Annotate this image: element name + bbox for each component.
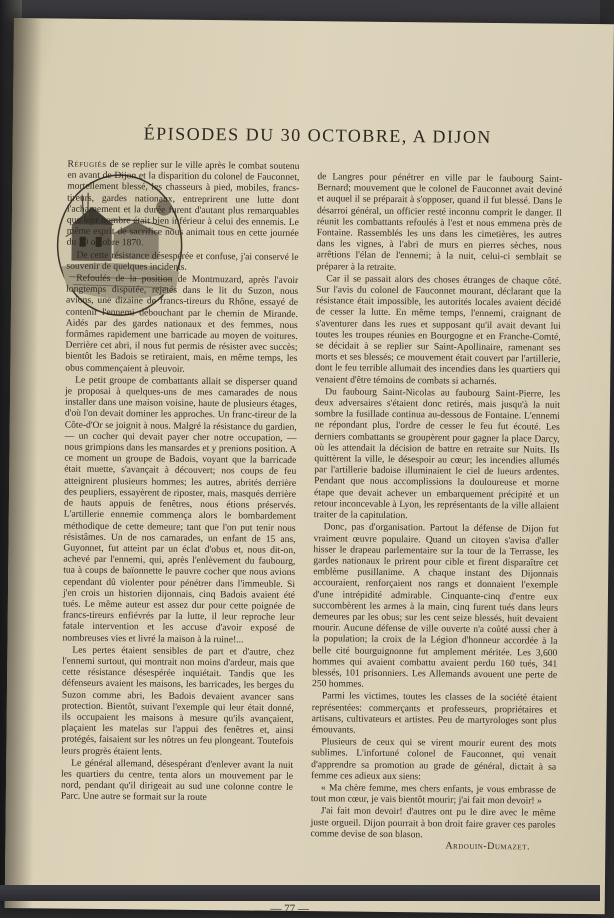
paragraph: Les pertes étaient sensibles de part et d'autre, chez l'ennemi surtout, qui montrait non moins d'ardeur, mais que cette résistance désespérée inquiétait. Tandis que les défenseurs avaient les maisons, les barricades, les berges du Suzon comme abri, les Badois devaient avancer sans protection. Bientôt, suivant l'exemple qui leur était donné, ils occupaient les maisons à mesure qu'ils avançaient, plaçaient les matelas sur l'appui des fenêtres et, ainsi protégés, faisaient sur les nôtres un feu plongeant. Toutefois leurs progrès étaient lents. bbox=[61, 644, 295, 758]
page-title: ÉPISODES DU 30 OCTOBRE, A DIJON bbox=[143, 123, 492, 148]
author-signature: Ardouin-Dumazet. bbox=[445, 840, 531, 853]
book-page bbox=[5, 18, 614, 914]
left-column bbox=[61, 159, 300, 806]
paragraph: Plusieurs de ceux qui se virent mourir eurent des mots sublimes. L'infortuné colonel de Fauconnet, qui venait d'apprendre sa promotion au grade de général, dictait à sa femme ces adieux aux siens: bbox=[311, 736, 557, 783]
paragraph: Donc, pas d'organisation. Partout la défense de Dijon fut vraiment œuvre populaire. Quand un citoyen s'avisa d'aller hisser le drapeau parlementaire sur la tour de la Terrasse, les gardes nationaux le prirent pour cible et firent disparaître cet emblème pusillanime. A chaque instant des Dijonnais accouraient, renforçaient nos rangs et donnaient l'exemple d'une intrépidité admirable. Cinquante-cinq d'entre eux succombèrent les armes à la main, cinq furent tués dans leurs demeures par les obus; sur les cent seize blessés, huit devaient mourir. Aucune défense de ville ouverte n'a coûté aussi cher à la population; la croix de la Légion d'honneur accordée à la belle cité bourguignonne fut amplement méritée. Les 3,600 hommes qui avaient combattu avaient perdu 160 tués, 341 blessés, 101 prisonniers. Les Allemands avouent une perte de 250 hommes. bbox=[311, 521, 559, 690]
paragraph: Du faubourg Saint-Nicolas au faubourg Saint-Pierre, les deux adversaires s'étaient donc retirés, mais jusqu'à la nuit sombre la fusillade continua au-dessous de Fontaine. L'ennemi ne répondant plus, l'ordre de cesser le feu fut écouté. Les derniers combattants se groupèrent pour gagner la place Darcy, où les attendait la décision de battre en retraite sur Nuits. Ils quittèrent la ville, le désespoir au cœur; les incendies allumés par l'artillerie badoise illuminaient le ciel de lueurs ardentes. Pendant que nous accomplissions la douloureuse et morne étape que devait achever un embarquement précipité et un retour inconcevable à Lyon, les représentants de la ville allaient traiter de la capitulation. bbox=[313, 386, 561, 522]
right-column bbox=[310, 171, 562, 843]
opening-word: Réfugiés bbox=[67, 158, 107, 170]
paragraph: de Langres pour pénétrer en ville par le faubourg Saint-Bernard; mouvement que le colonel de Fauconnet avait deviné et auquel il se préparait à s'opposer, quand il fut blessé. Dans le désarroi général, un officier resté inconnu comprit le danger. Il réunit les combattants refoulés à l'est et nous emmena près de Fontaine. Rassemblés les uns dans les cimetières, les autres dans les vignes, à l'abri de murs en pierres sèches, nous arrêtions l'élan de l'ennemi; à la nuit, celui-ci semblait se préparer à la retraite. bbox=[316, 171, 563, 273]
quotation: « Ma chère femme, mes chers enfants, je vous embrasse de tout mon cœur, je vais bientôt mourir; j'ai fait mon devoir! » bbox=[310, 782, 557, 807]
paragraph-text: de se replier sur le ville après le combat soutenu en avant de Dijon et la disparition du colonel de Fauconnet, mortellement blessé, les chasseurs à pied, mobiles, francs-tireurs, gardes nationaux, entreprirent une lutte dont l'acharnement et la durée furent d'autant plus remarquables que leur nombre était bien inférieur à celui des ennemis. Le même esprit de sacrifice nous animait tous en cette journée du 30 octobre 1870. bbox=[66, 159, 300, 249]
table-surface bbox=[0, 885, 600, 901]
paragraph: Parmi les victimes, toutes les classes de la société étaient représentées: commerçants et professeurs, propriétaires et artisans, cultivateurs et artistes. Peu de martyrologes sont plus émouvants. bbox=[311, 690, 557, 736]
paragraph: Le général allemand, désespérant d'enlever avant la nuit les quartiers du centre, tenta alors un mouvement par le nord, pendant qu'il dirigeait au sud une colonne contre le Parc. Une autre se formait sur la route bbox=[60, 757, 294, 804]
page-number: — 77 — bbox=[270, 902, 309, 916]
paragraph-opening bbox=[67, 159, 300, 251]
paragraph: De cette résistance désespérée et confuse, j'ai conservé le souvenir de quelques incidents. bbox=[66, 249, 299, 273]
paragraph: Refoulés de la position de Montmuzard, après l'avoir longtemps disputée, rejetés dans le lit du Suzon, nous avions, une dizaine de francs-tireurs du Rhône, essayé de contenir l'ennemi débouchant par le chemin de Mirande. Aidés par des gardes nationaux et des femmes, nous formâmes rapidement une barricade au moyen de voitures. Derrière cet abri, il nous fut permis de résister avec succès; bientôt les Badois se retiraient, mais, en même temps, les obus commençaient à pleuvoir. bbox=[65, 272, 299, 375]
paragraph: Le petit groupe de combattants allait se disperser quand je proposai à quelques-uns de mes camarades de nous installer dans une maison voisine, haute de plusieurs étages, d'où l'on devait dominer les approches. Un franc-tireur de la Côte-d'Or se joignit à nous. Malgré la résistance du gardien, — un cocher qui devait payer cher notre occupation, — nous grimpions dans les mansardes et y prenions position. A ce moment un groupe de Badois, voyant que la barricade était muette, s'avançait à découvert; nos coups de feu atteignirent plusieurs hommes; les autres, abrités derrière des peupliers, essayèrent de riposter, mais, masqués derrière de hauts appuis de fenêtres, nous étions préservés. L'artillerie ennemie commença alors le bombardement méthodique de cette demeure; tant que l'on put tenir nous résistâmes. Un de nos camarades, un enfant de 15 ans, Guyonnet, fut atteint par un éclat d'obus et, nous dit-on, achevé par l'ennemi, qui, après l'enlèvement du faubourg, tua à coups de baïonnette le pauvre cocher que nous avions cependant dû violenter pour pénétrer dans l'immeuble. Si j'en crois un historien dijonnais, cinq Badois avaient été tués. Le même auteur est assez dur pour cette poignée de francs-tireurs enfiévrés par la lutte, il leur reproche leur fatale intervention et les accuse d'avoir exposé de nombreuses vies et livré la maison à la ruine!... bbox=[62, 374, 298, 645]
paragraph: J'ai fait mon devoir! d'autres ont pu le dire avec le même juste orgueil. Dijon pourrait à bon droit faire graver ces paroles comme devise de son blason. bbox=[310, 805, 556, 841]
paragraph: Car il se passait alors des choses étranges de chaque côté. Sur l'avis du colonel de Fauconnet mourant, déclarant que la résistance était impossible, les autorités locales avaient décidé de cesser la lutte. En même temps, l'ennemi, craignant de s'aventurer dans les rues et supposant qu'il avait devant lui toutes les troupes réunies en Bourgogne et en Franche-Comté, se décidait à se replier sur Saint-Apollinaire, ramenant ses morts et ses blessés; ce mouvement était couvert par l'artillerie, dont le feu terrible allumait des incendies dans les quartiers qui venaient d'être témoins de combats si acharnés. bbox=[315, 273, 562, 387]
